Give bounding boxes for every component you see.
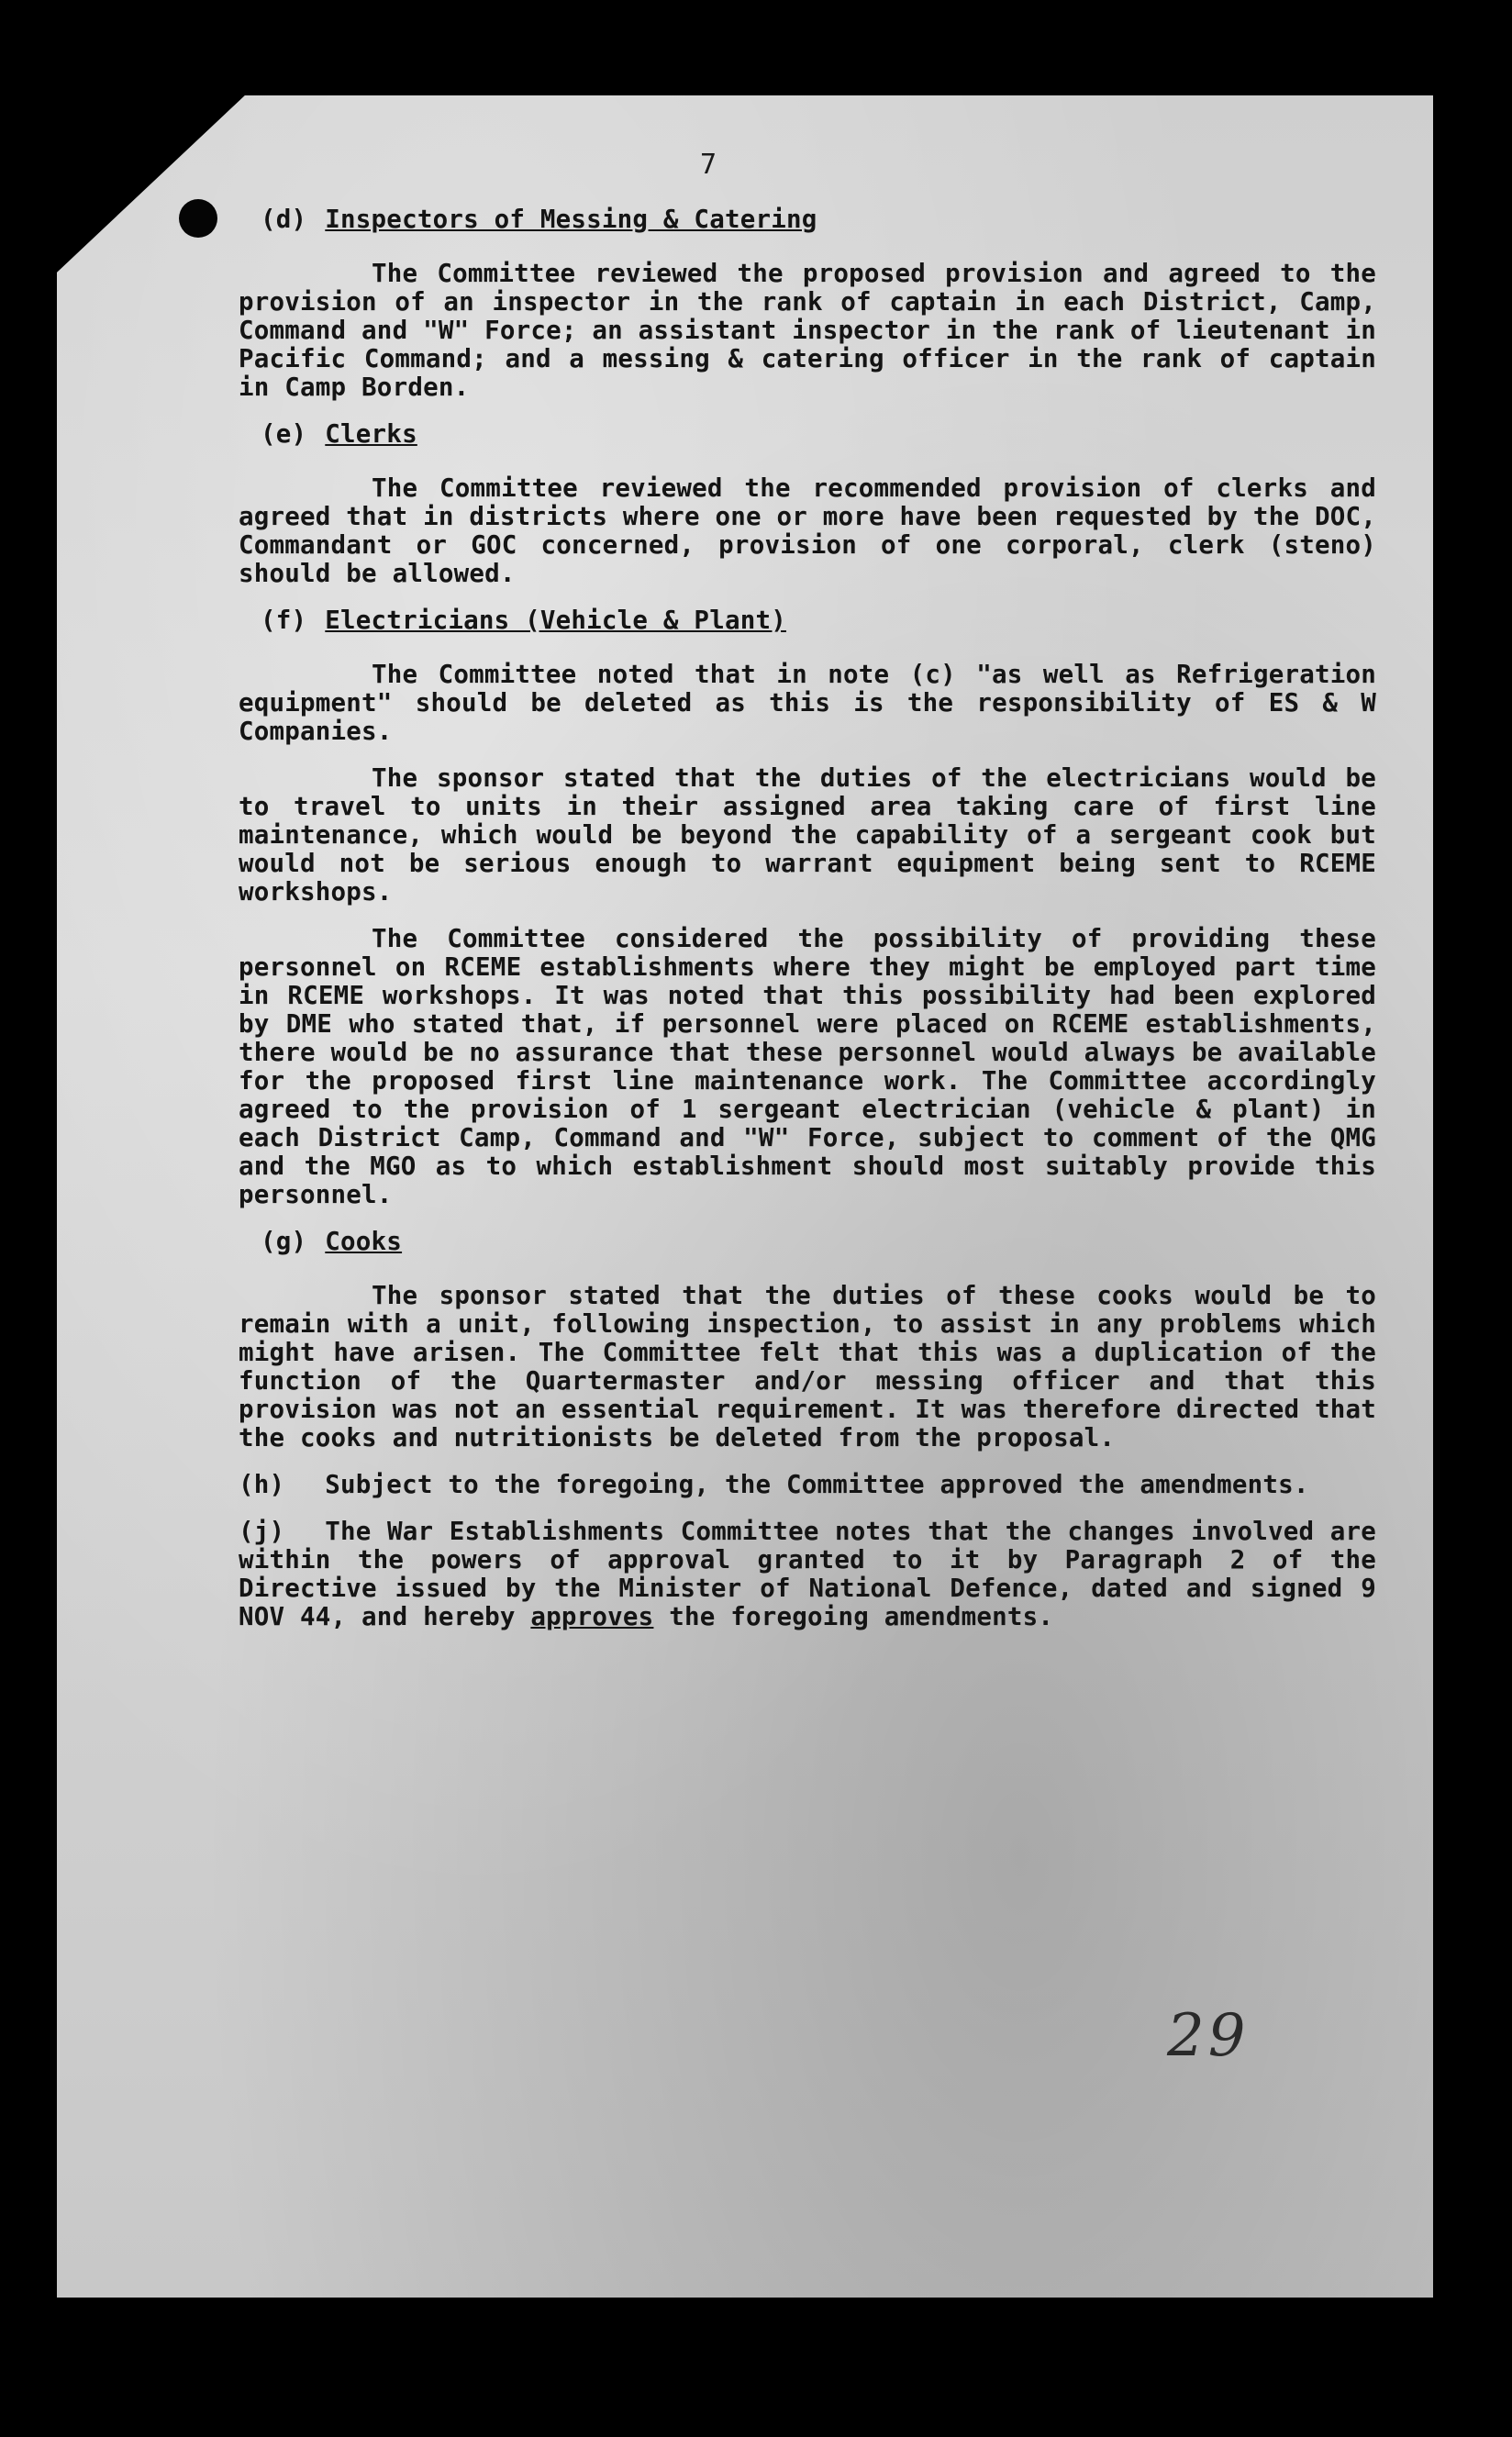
section-h-label: (h) — [239, 1470, 285, 1499]
punch-hole — [179, 199, 217, 238]
section-d-label: (d) — [261, 205, 307, 234]
page-number: 7 — [700, 149, 717, 181]
section-e-heading — [261, 420, 1376, 449]
section-j-text-before: The War Establishments Committee notes that the changes involved are within the powers of approval granted to it by Paragraph 2 of the Directive issued by the Minister of National Defence, dated and signed 9 NOV 44, and hereby — [239, 1517, 1376, 1631]
section-h-paragraph — [239, 1471, 1376, 1499]
section-f-title: Electricians (Vehicle & Plant) — [325, 606, 786, 635]
section-f-paragraph-1: The Committee noted that in note (c) "as well as Refrigeration equipment" should be deleted as this is the responsibility of ES & W Companies. — [239, 660, 1376, 746]
section-e-title: Clerks — [325, 419, 417, 449]
section-f-paragraph-3: The Committee considered the possibility of providing these personnel on RCEME establishments where they might be employed part time in RCEME workshops. It was noted that this possibility had been explored by DME who stated that, if personnel were placed on RCEME establishments, there would be no assurance that these personnel would always be available for the proposed first line maintenance work. The Committee accordingly agreed to the provision of 1 sergeant electrician (vehicle & plant) in each District Camp, Command and "W" Force, subject to comment of the QMG and the MGO as to which establishment should most suitably provide this personnel. — [239, 924, 1376, 1209]
section-f-heading — [261, 606, 1376, 635]
section-e-paragraph: The Committee reviewed the recommended provision of clerks and agreed that in districts where one or more have been requested by the DOC, Commandant or GOC concerned, provision of one corporal, clerk (steno) should be allowed. — [239, 473, 1376, 588]
section-f-label: (f) — [261, 606, 307, 635]
handwritten-folio-number: 29 — [1167, 2002, 1250, 2070]
section-j-paragraph — [239, 1518, 1376, 1631]
section-g-label: (g) — [261, 1227, 307, 1256]
section-j-text-after: the foregoing amendments. — [669, 1602, 1054, 1631]
section-j-emphasis: approves — [530, 1602, 654, 1631]
section-h-text: Subject to the foregoing, the Committee approved the amendments. — [325, 1470, 1309, 1499]
section-g-heading — [261, 1228, 1376, 1256]
document-body — [239, 206, 1376, 1650]
section-j-label: (j) — [239, 1517, 285, 1546]
section-g-paragraph: The sponsor stated that the duties of these cooks would be to remain with a unit, following inspection, to assist in any problems which might have arisen. The Committee felt that this was a duplication of the function of the Quartermaster and/or messing officer and that this provision was not an essential requirement. It was therefore directed that the cooks and nutritionists be deleted from the proposal. — [239, 1281, 1376, 1452]
section-d-title: Inspectors of Messing & Catering — [325, 205, 817, 234]
section-d-paragraph: The Committee reviewed the proposed provision and agreed to the provision of an inspector in the rank of captain in each District, Camp, Command and "W" Force; an assistant inspector in the rank of lieutenant in Pacific Command; and a messing & catering officer in the rank of captain in Camp Borden. — [239, 259, 1376, 402]
section-e-label: (e) — [261, 419, 307, 449]
section-f-paragraph-2: The sponsor stated that the duties of the electricians would be to travel to units in their assigned area taking care of first line maintenance, which would be beyond the capability of a sergeant cook but would not be serious enough to warrant equipment being sent to RCEME workshops. — [239, 763, 1376, 907]
section-d-heading — [261, 206, 1376, 234]
section-g-title: Cooks — [325, 1227, 403, 1256]
